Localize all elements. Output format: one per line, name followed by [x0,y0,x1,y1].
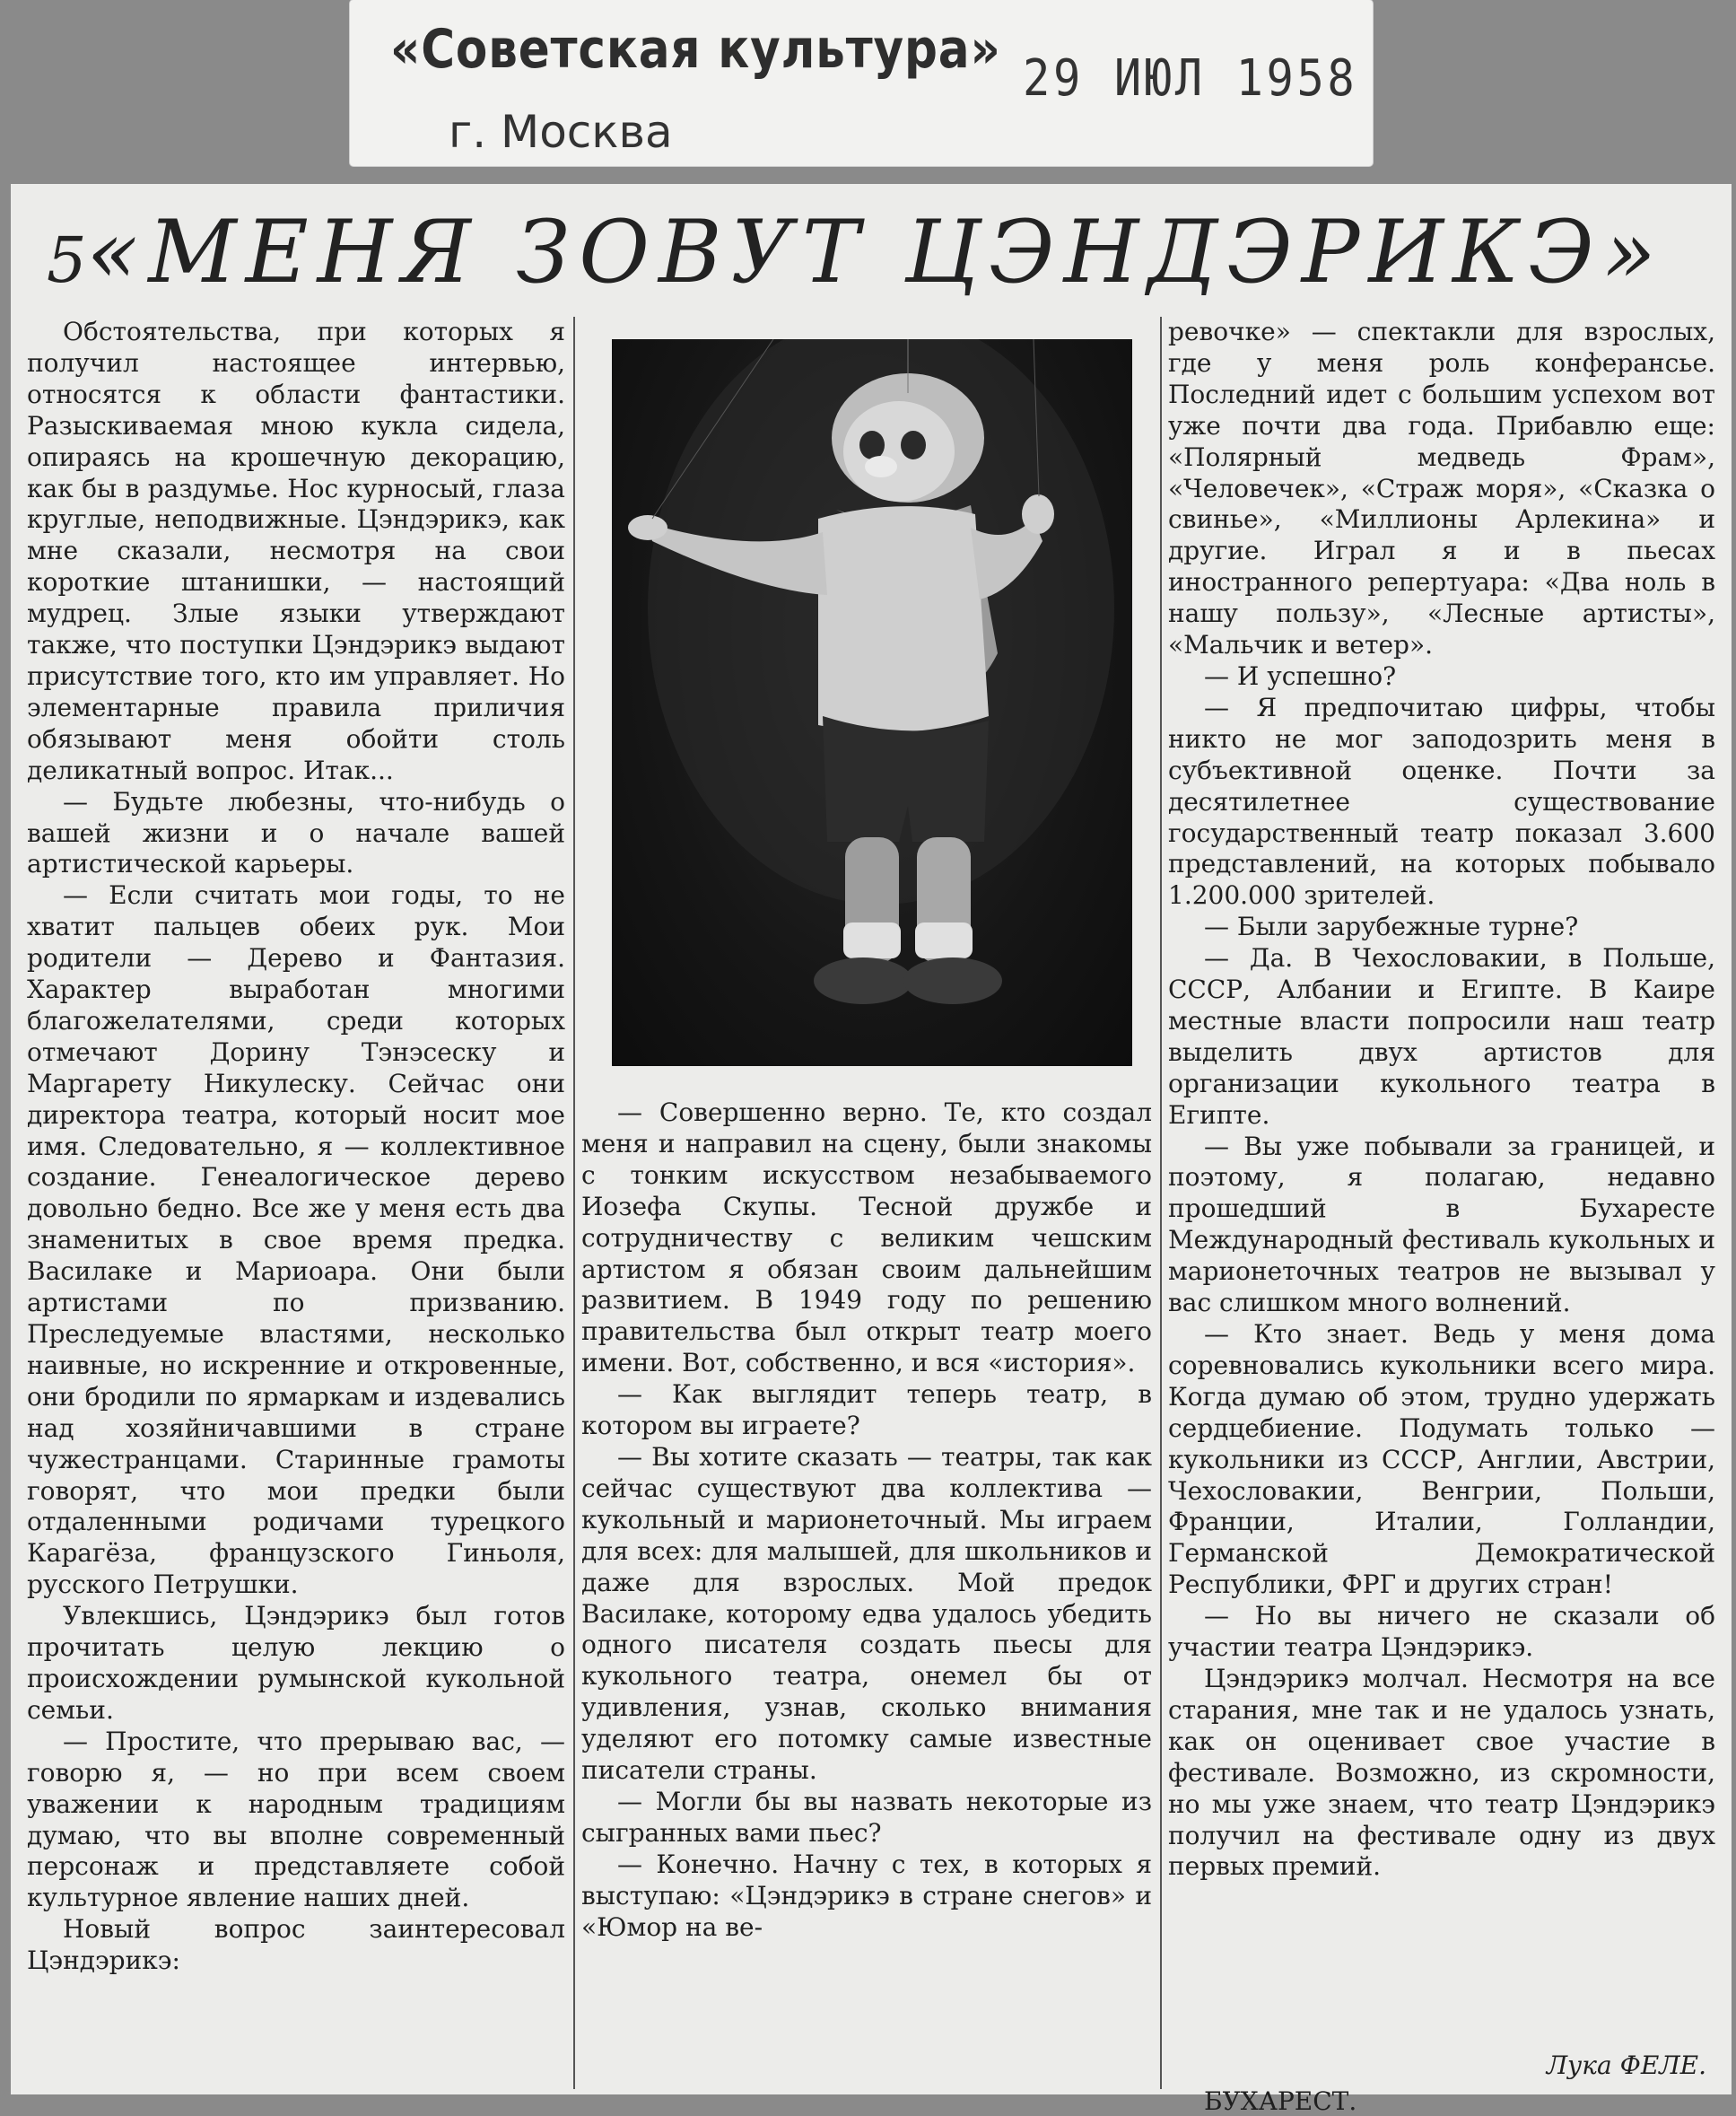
stamp-newspaper-name: «Советская культура» [390,18,1001,81]
paragraph: — Конечно. Начну с тех, в которых я выступаю: «Цэндэрикэ в стране снегов» и «Юмор на ве- [581,1849,1152,1942]
paragraph: — Простите, что прерываю вас, — говорю я, — но при всем своем уважении к народным традициям думаю, что вы вполне современный персонаж и представляете собой культурное явление наших дней. [27,1726,565,1913]
paragraph: — Как выглядит теперь театр, в котором вы играете? [581,1379,1152,1441]
stamp-city: г. Москва [449,106,673,158]
paragraph: — Если считать мои годы, то не хватит пальцев обеих рук. Мои родители — Дерево и Фантазия. Характер выработан многими благожелателями, среди которых отмечают Дорину Тэнэсеску и Маргарету Никулеску. Сейчас они директора театра, который носит мое имя. Следовательно, я — коллективное создание. Генеалогическое дерево довольно бедно. Все же у меня есть два знаменитых в свое время предка. Василаке и Мариоара. Они были артистами по призванию. Преследуемые властями, несколько наивные, но искренние и откровенные, они бродили по ярмаркам и издевались над хозяйничавшими в стране чужестранцами. Старинные грамоты говорят, что мои предки были отдаленными родичами турецкого Карагёза, французского Гиньоля, русского Петрушки. [27,880,565,1600]
paragraph: — Будьте любезны, что-нибудь о вашей жизни и о начале вашей артистической карьеры. [27,786,565,879]
paragraph: — Совершенно верно. Те, кто создал меня и направил на сцену, были знакомы с тонким искусством незабываемого Иозефа Скупы. Тесной дружбе и сотрудничеству с великим чешским артистом я обязан своим дальнейшим развитием. В 1949 году по решению правительства был открыт театр моего имени. Вот, собственно, и вся «история». [581,1097,1152,1378]
paragraph: — Кто знает. Ведь у меня дома соревновались кукольники всего мира. Когда думаю об этом, трудно удержать сердцебиение. Подумать только — кукольники из СССР, Англии, Австрии, Чехословакии, Венгрии, Польши, Франции, Италии, Голландии, Германской Демократической Республики, ФРГ и других стран! [1168,1319,1715,1600]
column-rule [1160,317,1162,2089]
paragraph: — И успешно? [1204,660,1397,691]
article-column-3 [1168,317,1715,2094]
column-rule [573,317,575,2089]
paragraph: Новый вопрос заинтересовал Цэндэрикэ: [27,1914,565,1976]
paragraph: — Я предпочитаю цифры, чтобы никто не мог заподозрить меня в субъективной оценке. Почти за десятилетнее существование государственный театр показал 3.600 представлений, на которых побывало 1.200.000 зрителей. [1168,692,1715,911]
paragraph: Цэндэрикэ молчал. Несмотря на все старания, мне так и не удалось узнать, как он оценивает свое участие в фестивале. Возможно, из скромности, но мы уже знаем, что театр Цэндэрикэ получил на фестивале одну из двух первых премий. [1168,1663,1715,1882]
article-column-1 [27,317,565,2094]
article-column-2 [581,1097,1152,2094]
page-mark: 5 [47,223,87,297]
paragraph: — Да. В Чехословакии, в Польше, СССР, Албании и Египте. В Каире местные власти попросили наш театр выделить двух артистов для организации кукольного театра в Египте. [1168,943,1715,1130]
dateline: БУХАРЕСТ. [1204,2086,1357,2116]
headline-text: «МЕНЯ ЗОВУТ ЦЭНДЭРИКЭ» [86,202,1665,302]
newspaper-clipping [11,184,1732,2116]
paragraph: ревочке» — спектакли для взрослых, где у меня роль конферансье. Последний идет с большим успехом вот уже почти два года. Прибавлю еще: «Полярный медведь Фрам», «Человечек», «Страж моря», «Сказка о свинье», «Миллионы Арлекина» и другие. Играл я и в пьесах иностранного репертуара: «Два ноль в нашу пользу», «Лесные артисты», «Мальчик и ветер». [1168,317,1715,660]
stamp-date: 29 ИЮЛ 1958 [1023,49,1358,108]
puppet-illustration [612,339,1132,1066]
paragraph: — Но вы ничего не сказали об участии театра Цэндэрикэ. [1168,1601,1715,1663]
author-name: Лука ФЕЛЕ. [1546,2050,1706,2080]
paragraph: Увлекшись, Цэндэрикэ был готов прочитать целую лекцию о происхождении румынской кукольной семьи. [27,1601,565,1725]
paragraph: Обстоятельства, при которых я получил настоящее интервью, относятся к области фантастики. Разыскиваемая мною кукла сидела, опираясь на крошечную декорацию, как бы в раздумье. Нос курносый, глаза круглые, неподвижные. Цэндэрикэ, как мне сказали, несмотря на свои короткие штанишки, — настоящий мудрец. Злые языки утверждают также, что поступки Цэндэрикэ выдают присутствие того, кто им управляет. Но элементарные правила приличия обязывают меня обойти столь деликатный вопрос. Итак... [27,317,565,785]
paragraph: — Были зарубежные турне? [1204,912,1579,942]
paragraph: — Вы хотите сказать — театры, так как сейчас существуют два коллектива — кукольный и марионеточный. Мы играем для всех: для малышей, для школьников и даже для взрослых. Мой предок Василаке, которому едва удалось убедить одного писателя создать пьесы для кукольного театра, онемел бы от удивления, узнав, сколько внимания уделяют его потомку самые известные писатели страны. [581,1441,1152,1786]
newspaper-stamp-label [350,0,1373,166]
article-headline [47,202,1715,302]
puppet-photo [612,339,1132,1066]
paragraph: — Могли бы вы назвать некоторые из сыгранных вами пьес? [581,1786,1152,1848]
paragraph: — Вы уже побывали за границей, и поэтому, я полагаю, недавно прошедший в Бухаресте Международный фестиваль кукольных и марионеточных театров не вызывал у вас слишком много волнений. [1168,1131,1715,1318]
